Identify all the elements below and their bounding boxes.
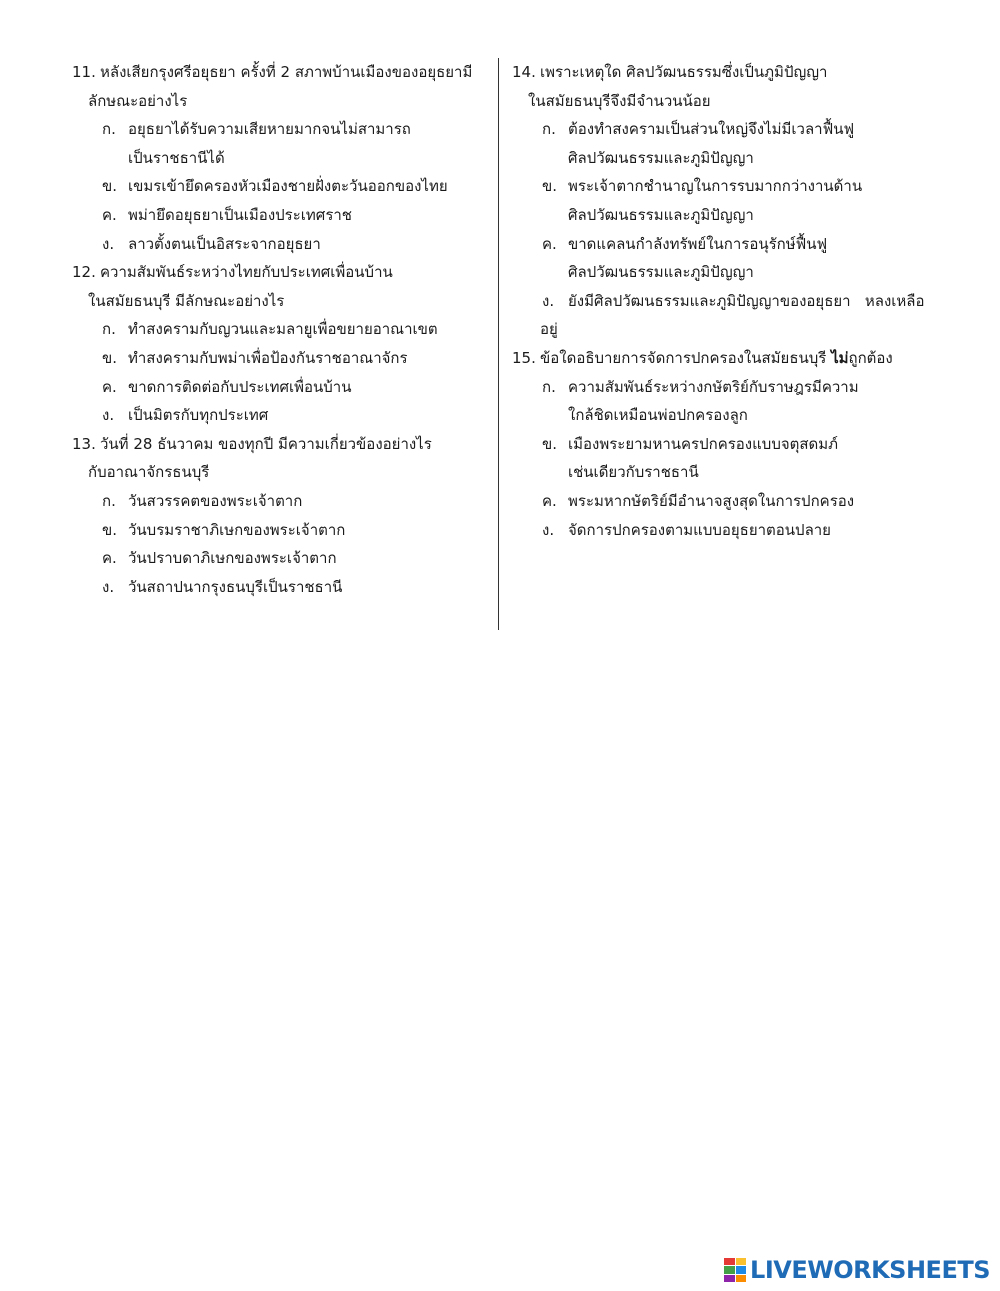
option-text: วันปราบดาภิเษกของพระเจ้าตาก [128,549,337,568]
option-a[interactable] [72,487,482,516]
question-text-cont: กับอาณาจักรธนบุรี [88,463,210,482]
option-text: ขาดการติดต่อกับประเทศเพื่อนบ้าน [128,377,352,396]
option-text: วันสถาปนากรุงธนบุรีเป็นราชธานี [128,577,343,596]
option-b[interactable] [512,172,932,229]
option-text: เป็นมิตรกับทุกประเทศ [128,406,269,425]
option-d[interactable] [72,230,482,259]
option-c[interactable] [512,487,932,516]
question-11 [72,58,482,258]
option-text: เมืองพระยามหานครปกครองแบบจตุสดมภ์ [568,434,839,453]
question-number: 12. [72,263,96,282]
option-letter: ง. [102,406,115,425]
option-letter: ง. [542,291,555,310]
option-letter: ง. [542,520,555,539]
option-letter: ก. [102,120,116,139]
option-text: ความสัมพันธ์ระหว่างกษัตริย์กับราษฎรมีความ [568,377,859,396]
question-emphasis: ไม่ [831,348,849,367]
liveworksheets-logo-icon [724,1258,746,1282]
question-text-end: ถูกต้อง [848,348,893,367]
option-text: ต้องทำสงครามเป็นส่วนใหญ่จึงไม่มีเวลาฟื้นฟู [568,120,855,139]
option-text-cont: ศิลปวัฒนธรรมและภูมิปัญญา [568,263,754,282]
option-b[interactable] [512,430,932,487]
question-14 [512,58,932,344]
option-text-cont: อยู่ [540,320,558,339]
option-d[interactable] [72,573,482,602]
option-text: ลาวตั้งตนเป็นอิสระจากอยุธยา [128,234,321,253]
question-text: ข้อใดอธิบายการจัดการปกครองในสมัยธนบุรี [540,348,832,367]
option-letter: ก. [542,120,556,139]
option-letter: ข. [542,177,558,196]
option-letter: ข. [542,434,558,453]
option-a[interactable] [72,115,482,172]
option-text-cont: เช่นเดียวกับราชธานี [568,463,699,482]
question-text: เพราะเหตุใด ศิลปวัฒนธรรมซึ่งเป็นภูมิปัญญา [540,63,828,81]
option-a[interactable] [512,373,932,430]
option-text: พม่ายึดอยุธยาเป็นเมืองประเทศราช [128,205,352,224]
option-text: จัดการปกครองตามแบบอยุธยาตอนปลาย [568,520,831,539]
option-text: เขมรเข้ายึดครองหัวเมืองชายฝั่งตะวันออกของไทย [128,177,448,196]
option-d[interactable] [72,401,482,430]
question-text-cont: ในสมัยธนบุรีจึงมีจำนวนน้อย [528,91,711,110]
question-number: 14. [512,63,536,81]
option-c[interactable] [72,544,482,573]
question-text-cont: ในสมัยธนบุรี มีลักษณะอย่างไร [88,291,285,310]
option-text: ขาดแคลนกำลังทรัพย์ในการอนุรักษ์ฟื้นฟู [568,234,828,253]
question-number: 15. [512,348,536,367]
option-letter: ก. [542,377,556,396]
option-letter: ค. [102,549,117,568]
option-text-cont: ศิลปวัฒนธรรมและภูมิปัญญา [568,148,754,167]
option-c[interactable] [72,373,482,402]
option-d[interactable] [512,516,932,545]
option-text: ทำสงครามกับพม่าเพื่อป้องกันราชอาณาจักร [128,348,408,367]
liveworksheets-brand [724,1256,990,1284]
option-text: วันสวรรคตของพระเจ้าตาก [128,491,303,510]
question-text-cont: ลักษณะอย่างไร [88,91,188,110]
left-column [72,58,482,601]
option-text-cont: ศิลปวัฒนธรรมและภูมิปัญญา [568,205,754,224]
question-number: 11. [72,63,96,81]
option-letter: ง. [102,577,115,596]
option-b[interactable] [72,516,482,545]
question-text: หลังเสียกรุงศรีอยุธยา ครั้งที่ 2 สภาพบ้านเมืองของอยุธยามี [100,63,473,81]
option-letter: ง. [102,234,115,253]
option-a[interactable] [72,315,482,344]
question-text: วันที่ 28 ธันวาคม ของทุกปี มีความเกี่ยวข้องอย่างไร [100,434,432,453]
column-divider [498,58,499,630]
option-a[interactable] [512,115,932,172]
option-text: ทำสงครามกับญวนและมลายูเพื่อขยายอาณาเขต [128,320,438,339]
question-text: ความสัมพันธ์ระหว่างไทยกับประเทศเพื่อนบ้าน [100,263,393,282]
question-15 [512,344,932,544]
option-letter: ค. [542,234,557,253]
option-letter: ค. [102,377,117,396]
option-letter: ค. [102,205,117,224]
option-letter: ข. [102,177,118,196]
option-letter: ข. [102,348,118,367]
option-letter: ค. [542,491,557,510]
right-column [512,58,932,544]
option-letter: ข. [102,520,118,539]
option-text-cont: เป็นราชธานีได้ [128,148,225,167]
option-b[interactable] [72,172,482,201]
option-text: พระมหากษัตริย์มีอำนาจสูงสุดในการปกครอง [568,491,855,510]
option-text: ยังมีศิลปวัฒนธรรมและภูมิปัญญาของอยุธยา หลงเหลือ [568,291,925,310]
question-13 [72,430,482,602]
option-text: พระเจ้าตากชำนาญในการรบมากกว่างานด้าน [568,177,863,196]
option-text: วันบรมราชาภิเษกของพระเจ้าตาก [128,520,346,539]
question-number: 13. [72,434,96,453]
option-text: อยุธยาได้รับความเสียหายมากจนไม่สามารถ [128,120,411,139]
option-b[interactable] [72,344,482,373]
option-letter: ก. [102,320,116,339]
brand-text: LIVEWORKSHEETS [750,1256,990,1284]
question-12 [72,258,482,430]
option-text-cont: ใกล้ชิดเหมือนพ่อปกครองลูก [568,406,748,425]
option-d[interactable] [512,287,932,316]
option-letter: ก. [102,491,116,510]
option-c[interactable] [72,201,482,230]
option-c[interactable] [512,230,932,287]
